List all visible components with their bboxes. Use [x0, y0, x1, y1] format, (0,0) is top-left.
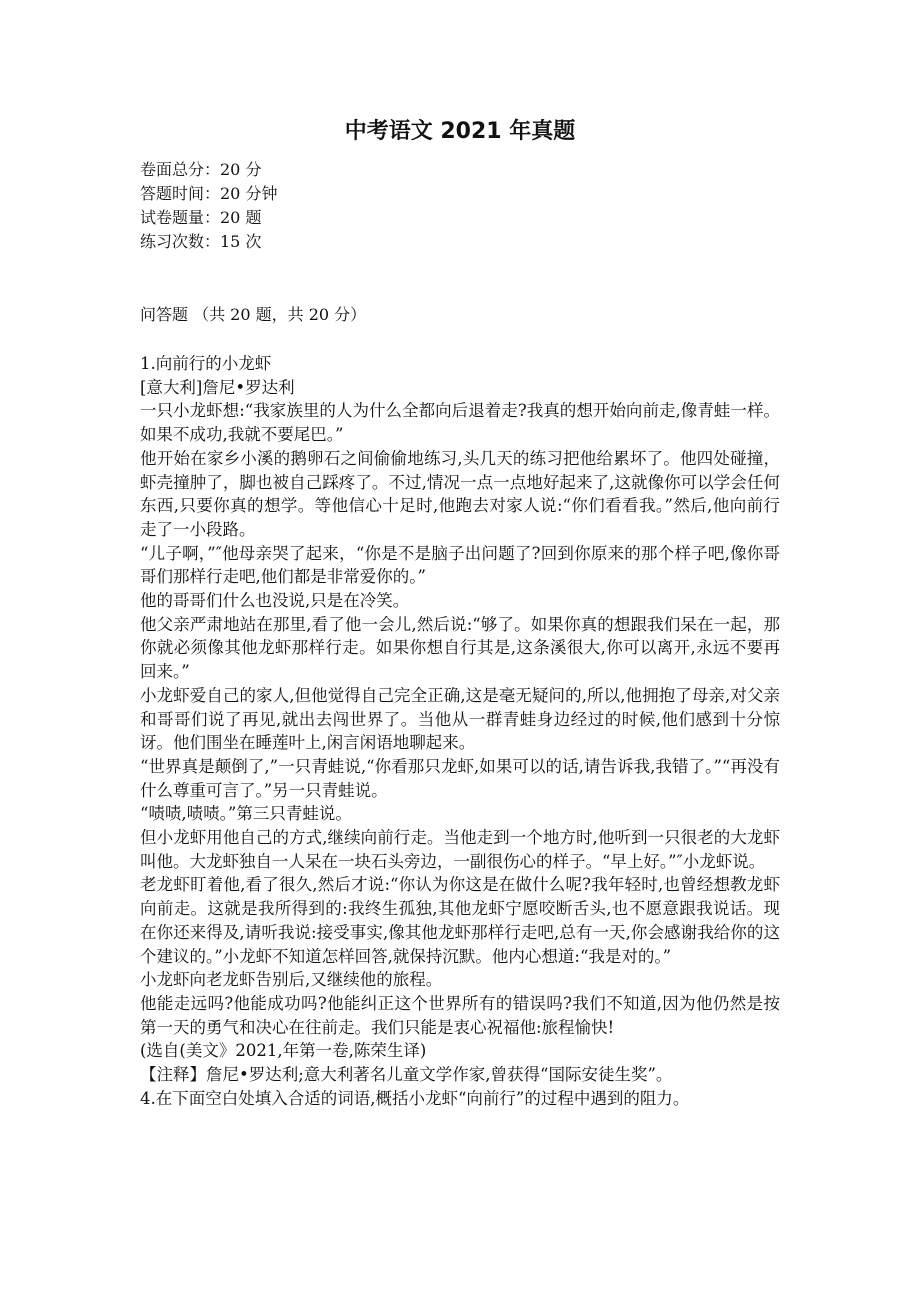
paragraph: “啧啧,啧啧。”第三只青蛙说。: [140, 804, 352, 824]
practice-count: 练习次数：15 次: [140, 232, 262, 251]
paragraph: “儿子啊，”″他母亲哭了起来，“你是不是脑子出问题了?回到你原来的那个样子吧,像你哥哥们那样行走吧,他们都是非常爱你的。”: [140, 543, 780, 587]
paragraph: “世界真是颠倒了,”一只青蛙说,“你看那只龙虾,如果可以的话,请告诉我,我错了。”“再没有什么尊重可言了。”另一只青蛙说。: [140, 756, 780, 800]
paragraph: 他能走远吗?他能成功吗?他能纠正这个世界所有的错误吗?我们不知道,因为他仍然是按第一天的勇气和决心在往前走。我们只能是衷心祝福他:旅程愉快!: [140, 993, 780, 1037]
page-title: 中考语文 2021 年真题: [344, 119, 576, 144]
question-body: [140, 352, 780, 1111]
exam-meta: [140, 158, 790, 254]
paragraph: 一只小龙虾想:“我家族里的人为什么全都向后退着走?我真的想开始向前走,像青蛙一样。如果不成功,我就不要尾巴。”: [140, 401, 780, 445]
paragraph: 他的哥哥们什么也没说,只是在冷笑。: [140, 591, 410, 611]
section-header: 问答题 （共 20 题，共 20 分）: [140, 305, 367, 324]
paragraph: 小龙虾向老龙虾告别后,又继续他的旅程。: [140, 970, 443, 990]
paragraph: 老龙虾盯着他,看了很久,然后才说:“你认为你这是在做什么呢?我年轻时,也曾经想教龙虾向前走。这就是我所得到的:我终生孤独,其他龙虾宁愿咬断舌头,也不愿意跟我说话。现在你还来得及,请听我说:接受事实,像其他龙虾那样行走吧,总有一天,你会感谢我给你的这个建议的。”小龙虾不知道怎样回答,就保持沉默。他内心想道:“我是对的。”: [140, 875, 780, 966]
paragraph: 他开始在家乡小溪的鹅卵石之间偷偷地练习,头几天的练习把他给累坏了。他四处碰撞，虾壳撞肿了，脚也被自己踩疼了。不过,情况一点一点地好起来了,这就像你可以学会任何东西,只要你真的想学。等他信心十足时,他跑去对家人说:“你们看看我。”然后,他向前行走了一小段路。: [140, 448, 780, 539]
answer-time: 答题时间：20 分钟: [140, 184, 278, 203]
source-line: (选自(美文》2021,年第一卷,陈荣生译): [140, 1041, 427, 1061]
sub-question: 4.在下面空白处填入合适的词语,概括小龙虾“向前行”的过程中遇到的阻力。: [140, 1088, 690, 1108]
question-count: 试卷题量：20 题: [140, 208, 262, 227]
paragraph: 小龙虾爱自己的家人,但他觉得自己完全正确,这是毫无疑问的,所以,他拥抱了母亲,对父亲和哥哥们说了再见,就出去闯世界了。当他从一群青蛙身边经过的时候,他们感到十分惊讶。他们围坐在睡莲叶上,闲言闲语地聊起来。: [140, 685, 780, 753]
total-score: 卷面总分：20 分: [140, 160, 262, 179]
note-line: 【注释】詹尼•罗达利;意大利著名儿童文学作家,曾获得“国际安徒生奖”。: [140, 1065, 673, 1085]
question-title: 1.向前行的小龙虾: [140, 354, 272, 373]
paragraph: 他父亲严肃地站在那里,看了他一会儿,然后说:“够了。如果你真的想跟我们呆在一起，那你就必须像其他龙虾那样行走。如果你想自行其是,这条溪很大,你可以离开,永远不要再回来。”: [140, 614, 780, 682]
paragraph: 但小龙虾用他自己的方式,继续向前行走。当他走到一个地方时,他听到一只很老的大龙虾叫他。大龙虾独自一人呆在一块石头旁边，一副很伤心的样子。“早上好。”″小龙虾说。: [140, 828, 780, 871]
author-line: [意大利]詹尼•罗达利: [140, 377, 295, 397]
